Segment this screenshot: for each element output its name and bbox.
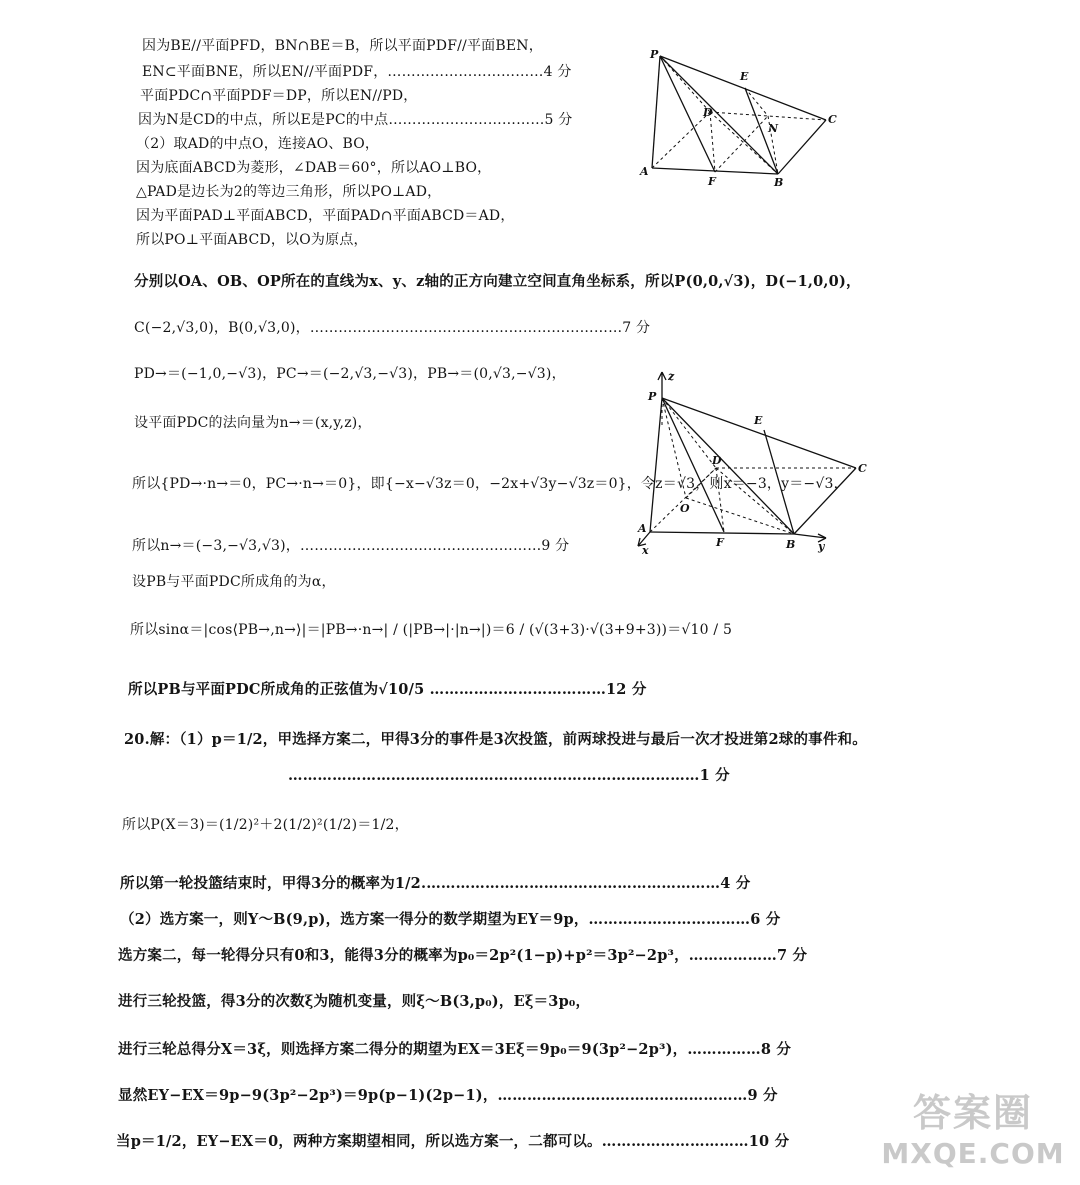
text-line: 所以sinα＝|cos⟨PB→,n→⟩|＝|PB→·n→| / (|PB→|·|n→|)＝6 / (√(3+3)·√(3+9+3))＝√10 / 5 [130, 622, 733, 638]
text-line: 分别以OA、OB、OP所在的直线为x、y、z轴的正方向建立空间直角坐标系，所以P(0,0,√3)，D(−1,0,0)， [134, 273, 861, 290]
figure-label: x [642, 544, 649, 554]
figure-label: E [740, 70, 749, 83]
figure-label: D [703, 106, 713, 119]
watermark-logo [878, 1089, 1068, 1179]
watermark-text: 答案圈 [912, 1091, 1033, 1135]
text-line: EN⊂平面BNE，所以EN//平面PDF，……………………………4 分 [142, 64, 572, 80]
figure-label: B [786, 538, 796, 551]
text-line: 因为BE//平面PFD，BN∩BE＝B，所以平面PDF//平面BEN， [142, 38, 543, 54]
figure-label: C [828, 113, 837, 126]
figure-label: B [774, 176, 784, 189]
figure-label: N [768, 122, 779, 135]
text-line: 平面PDC∩平面PDF＝DP，所以EN//PD， [140, 88, 418, 104]
text-line: 所以第一轮投篮结束时，甲得3分的概率为1/2.……………………………………………………4 分 [120, 875, 751, 892]
text-line: 设平面PDC的法向量为n→＝(x,y,z)， [134, 415, 372, 431]
text-line: 所以{PD→·n→＝0，PC→·n→＝0}，即{−x−√3z＝0，−2x+√3y−√3z＝0}，令z＝√3，则x＝−3，y＝−√3， [132, 476, 848, 492]
text-line: 所以PB与平面PDC所成角的正弦值为√10/5 ………………………………12 分 [128, 681, 647, 698]
text-line: 进行三轮总得分X＝3ξ，则选择方案二得分的期望为EX＝3Eξ＝9p₀＝9(3p²−2p³)，……………8 分 [118, 1041, 792, 1058]
text-line: 所以n→＝(−3,−√3,√3)，……………………………………………9 分 [132, 538, 570, 554]
text-line: PD→＝(−1,0,−√3)，PC→＝(−2,√3,−√3)，PB→＝(0,√3,−√3)， [134, 366, 566, 382]
text-line: 所以PO⊥平面ABCD，以O为原点， [136, 232, 368, 248]
figure-label: P [648, 390, 657, 403]
pyramid-figure-1 [630, 40, 850, 190]
figure-label: C [858, 462, 867, 475]
figure-label: F [716, 536, 724, 549]
text-line: 显然EY−EX＝9p−9(3p²−2p³)＝9p(p−1)(2p−1)，……………………………………………9 分 [118, 1087, 778, 1104]
figure-label: A [640, 165, 649, 178]
text-line: 20.解：（1）p＝1/2，甲选择方案二，甲得3分的事件是3次投篮，前两球投进与最后一次才投进第2球的事件和。 [124, 731, 867, 748]
figure-label: O [680, 502, 690, 515]
figure-label: y [818, 540, 825, 553]
text-line: （2）选方案一，则Y～B(9,p)，选方案一得分的数学期望为EY＝9p，……………………………6 分 [120, 911, 781, 928]
figure-label: z [668, 370, 675, 383]
text-line: △PAD是边长为2的等边三角形，所以PO⊥AD， [136, 184, 442, 200]
figure-label: F [708, 175, 716, 188]
text-line: 因为N是CD的中点，所以E是PC的中点……………………………5 分 [138, 112, 573, 128]
text-line: 进行三轮投篮，得3分的次数ξ为随机变量，则ξ～B(3,p₀)，Eξ＝3p₀， [118, 993, 591, 1010]
text-line: 因为底面ABCD为菱形，∠DAB＝60°，所以AO⊥BO， [136, 160, 492, 176]
text-line: 所以P(X＝3)＝(1/2)²＋2(1/2)²(1/2)＝1/2， [122, 817, 409, 833]
figure-label: E [754, 414, 763, 427]
figure-label: D [712, 454, 722, 467]
watermark-url: MXQE.COM [881, 1137, 1065, 1170]
text-line: 设PB与平面PDC所成角的为α， [132, 574, 336, 590]
figure-label: P [650, 48, 659, 61]
text-line: 因为平面PAD⊥平面ABCD，平面PAD∩平面ABCD＝AD， [136, 208, 515, 224]
text-line: C(−2,√3,0)，B(0,√3,0)，…………………………………………………………7 分 [134, 320, 651, 336]
figure-label: A [638, 522, 647, 535]
text-line: （2）取AD的中点O，连接AO、BO， [136, 136, 380, 152]
text-line: …………………………………………………………………………1 分 [288, 767, 730, 784]
text-line: 当p＝1/2，EY−EX＝0，两种方案期望相同，所以选方案一，二都可以。…………………………10 分 [116, 1133, 790, 1150]
text-line: 选方案二，每一轮得分只有0和3，能得3分的概率为p₀＝2p²(1−p)+p²＝3p²−2p³，………………7 分 [118, 947, 808, 964]
pyramid-figure-2 [628, 368, 878, 554]
